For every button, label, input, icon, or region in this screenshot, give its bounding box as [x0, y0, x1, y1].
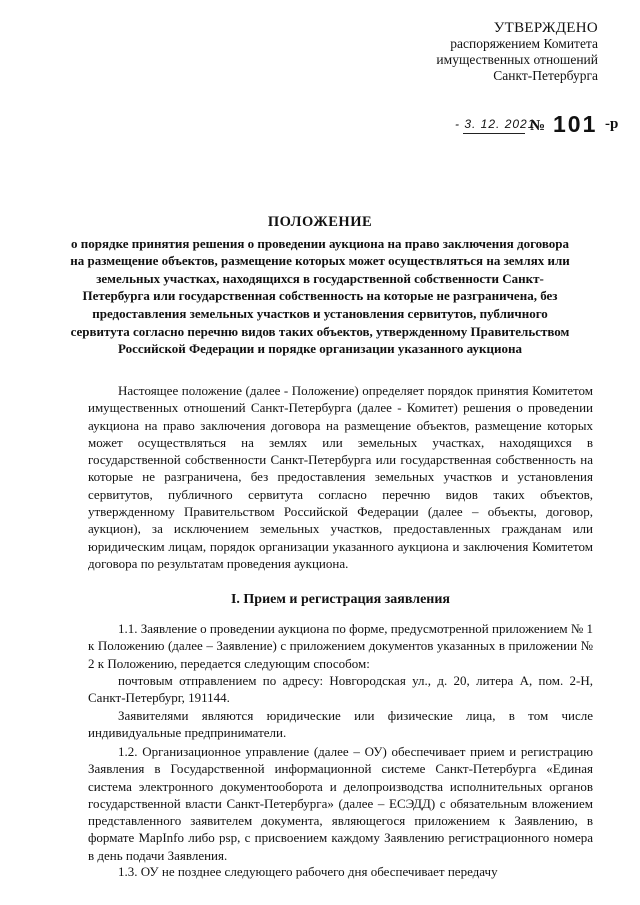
document-title — [70, 214, 570, 358]
order-number: 101 — [553, 111, 598, 137]
intro-paragraph: Настоящее положение (далее - Положение) определяет порядок принятия Комитетом имущественных отношений Санкт-Петербурга (далее - Комитет) решения о проведении аукциона на право заключения договора на размещение объектов, размещение которых может осуществляться на землях или земельных участках, находящихся в государственной собственности Санкт-Петербурга или государственная собственность на которые не разграничена, без предоставления земельных участков и установления сервитутов, публичного сервитута согласно перечню видов таких объектов, утвержденному Правительством Российской Федерации (далее – объекты, договор, аукцион), за исключением земельных участков, предоставленных гражданам или юридическим лицам, порядок организации указанного аукциона и заключения Комитетом договора по результатам проведения аукциона. — [88, 383, 593, 571]
order-date-number — [455, 113, 625, 139]
approval-line-3: Санкт-Петербурга — [493, 68, 598, 83]
approval-block — [378, 20, 598, 84]
approval-heading: УТВЕРЖДЕНО — [493, 20, 598, 36]
order-number-suffix: -р — [605, 116, 619, 132]
title-main: ПОЛОЖЕНИЕ — [267, 214, 373, 230]
section-heading: I. Прием и регистрация заявления — [230, 592, 451, 607]
title-subtitle: о порядке принятия решения о проведении аукциона на право заключения договора на размещение объектов, размещение которых может осуществляться на землях или земельных участках, находящихся в государственной собственности Санкт-Петербурга или государственная собственность на которые не разграничена, без предоставления земельных участков и установления сервитутов, публичного сервитута согласно перечню видов таких объектов, утвержденному Правительством Российской Федерации и порядке организации указанного аукциона — [70, 235, 570, 357]
paragraph-1-1-applicants: Заявителями являются юридические или физические лица, в том числе индивидуальные предприниматели. — [88, 708, 593, 741]
paragraph-1-1: 1.1. Заявление о проведении аукциона по форме, предусмотренной приложением № 1 к Положению (далее – Заявление) с приложением документов указанных в приложении № 2 к Положению, передается следующим способом: — [88, 621, 593, 671]
number-sign: № — [530, 118, 546, 134]
paragraph-1-1-address: почтовым отправлением по адресу: Новгородская ул., д. 20, литера А, пом. 2-Н, Санкт-Петербург, 191144. — [88, 673, 593, 706]
paragraph-1-3: 1.3. ОУ не позднее следующего рабочего дня обеспечивает передачу — [118, 864, 498, 879]
approval-line-2: имущественных отношений — [436, 52, 598, 67]
paragraph-1-2: 1.2. Организационное управление (далее – ОУ) обеспечивает прием и регистрацию Заявления в Государственной информационной системе Санкт-Петербурга «Единая система электронного документооборота и делопроизводства исполнительных органов государственной власти Санкт-Петербурга» (далее – ЕСЭДД) с обязательным вложением представленного заявителем документа, являющегося приложением к Заявлению, в формате MapInfo либо psp, с присвоением каждому Заявлению регистрационного номера в день подачи Заявления. — [88, 744, 593, 863]
approval-line-1: распоряжением Комитета — [450, 36, 598, 51]
order-date: - 3. 12. 2021 — [455, 117, 536, 131]
date-underline — [463, 133, 525, 134]
